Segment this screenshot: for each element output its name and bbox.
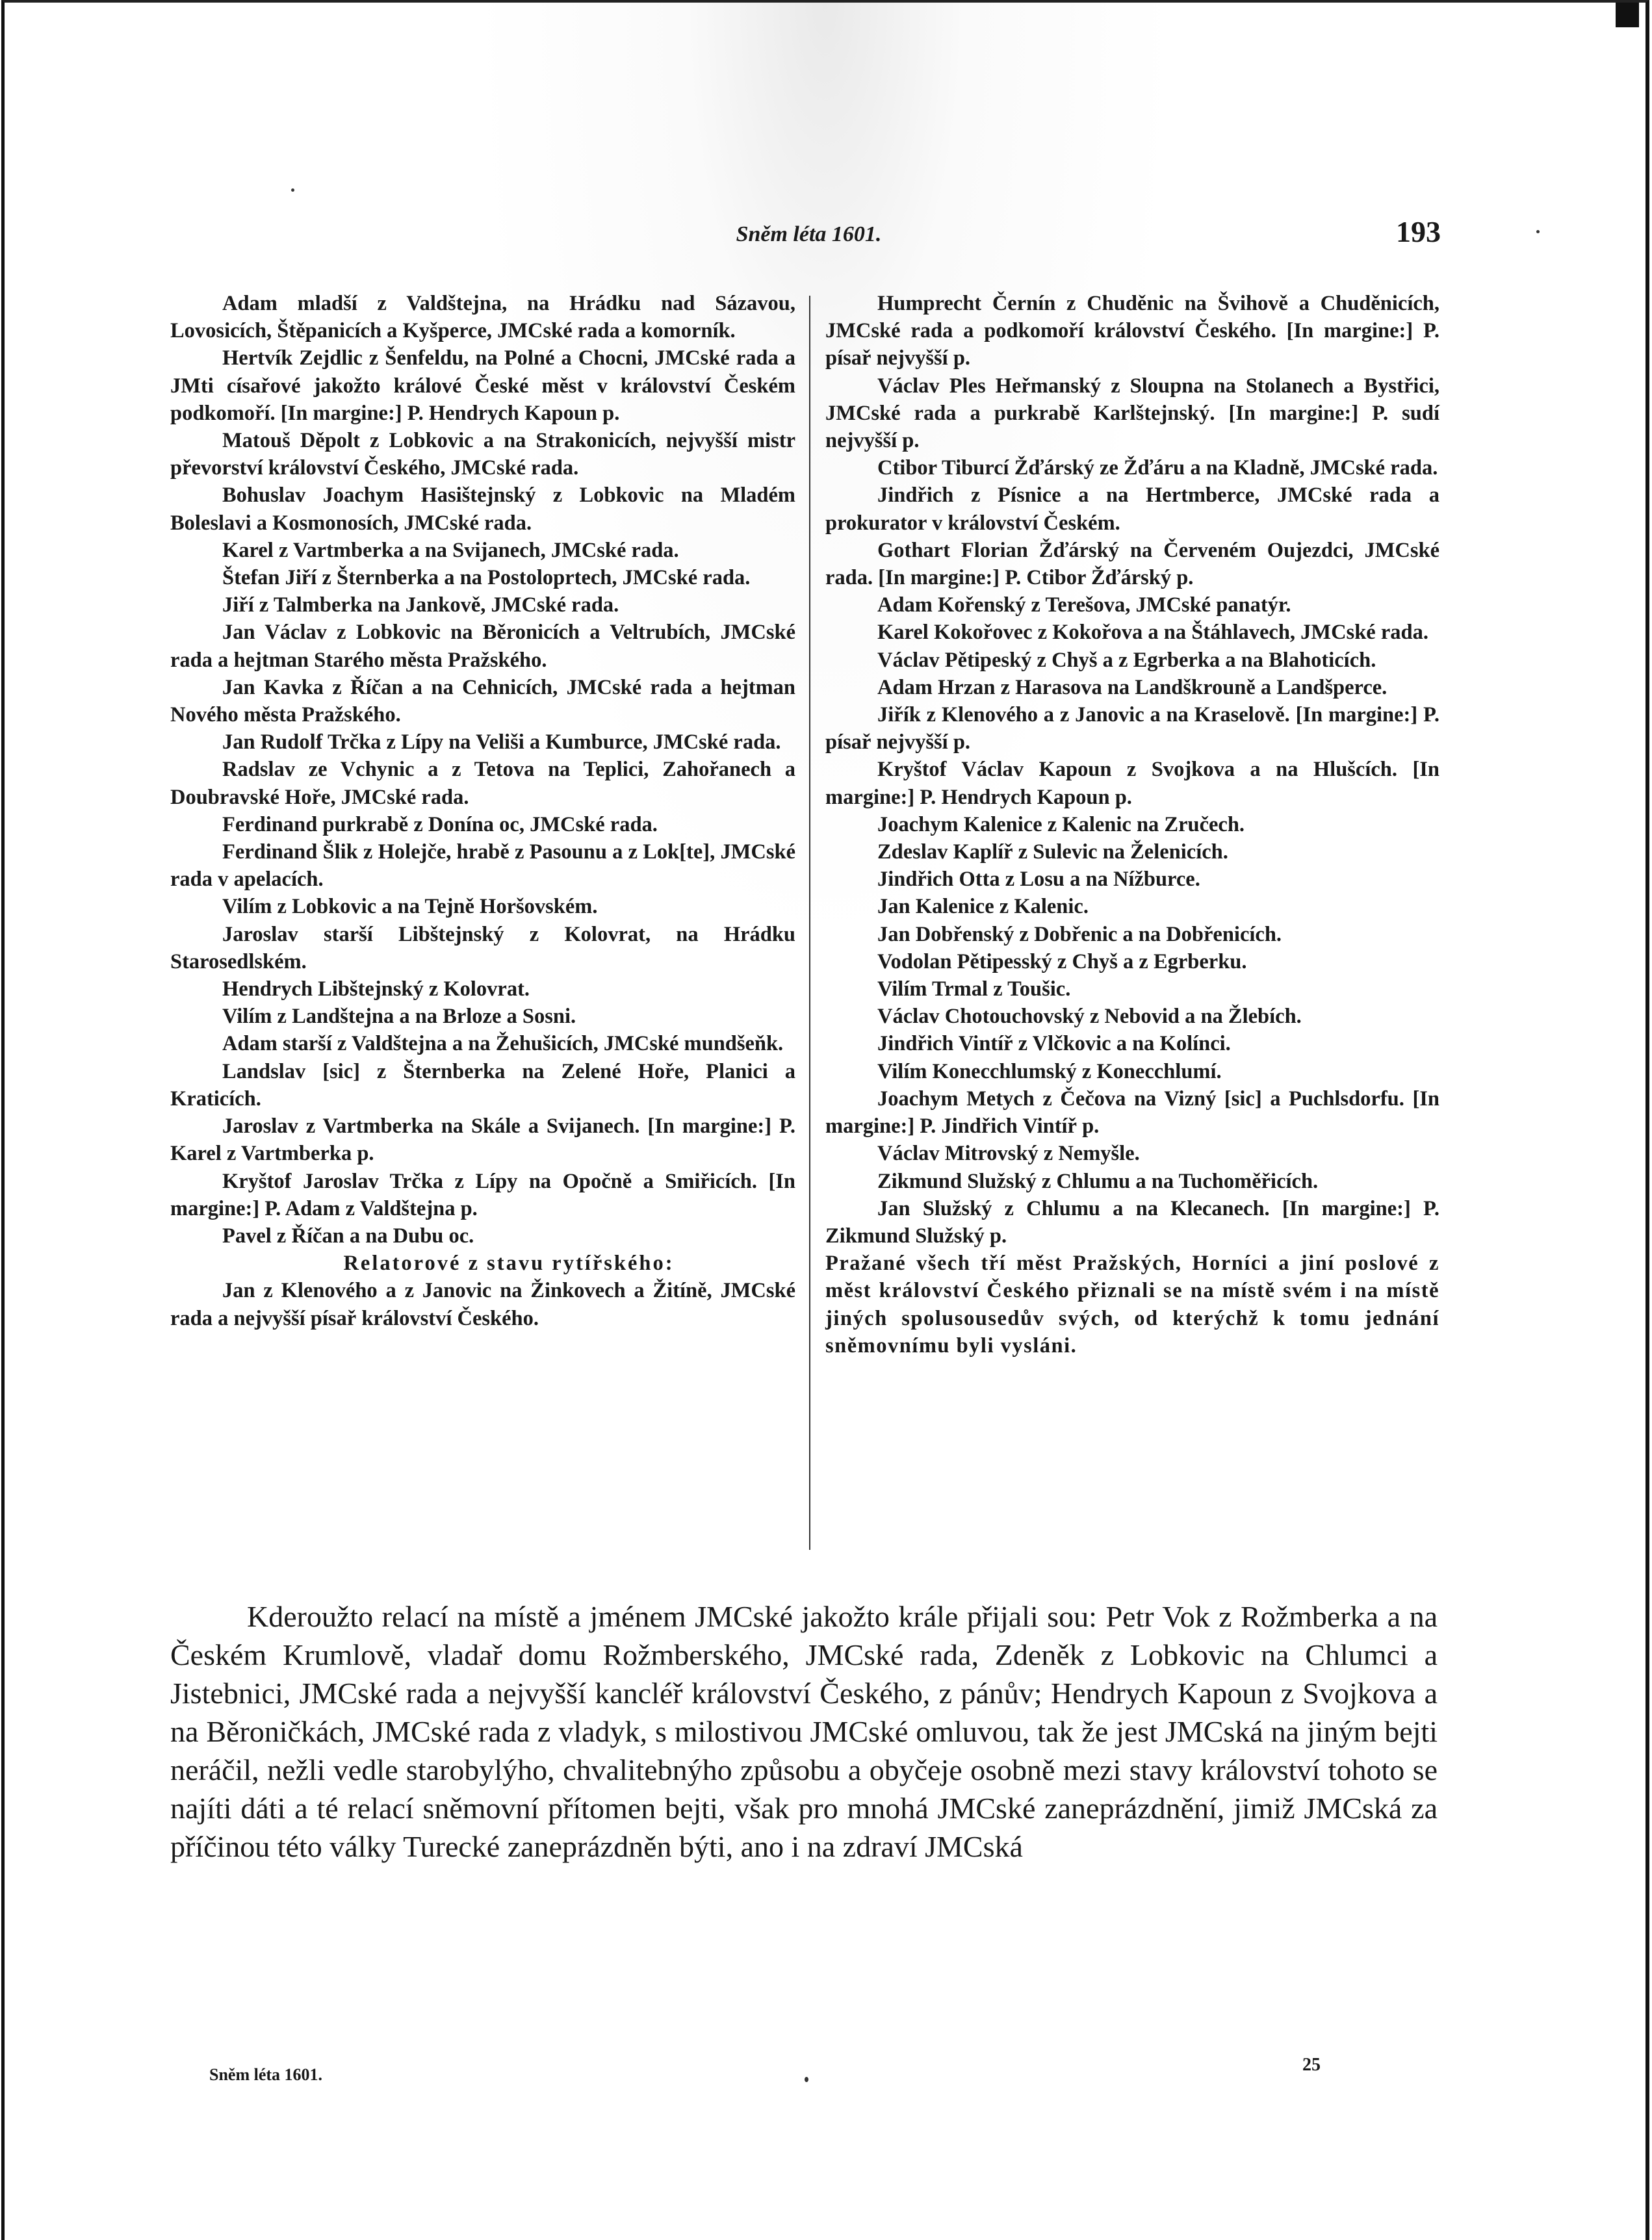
list-item: Zikmund Služský z Chlumu a na Tuchoměřicích. <box>877 1169 1319 1193</box>
list-item: Kryštof Václav Kapoun z Svojkova a na Hlušcích. [In margine:] P. Hendrych Kapoun p. <box>825 758 1439 809</box>
list-item: Humprecht Černín z Chuděnic na Švihově a Chuděnicích, JMCské rada a podkomoří království Českého. [In margine:] P. písař nejvyšší p. <box>825 292 1439 370</box>
list-item: Václav Pětipeský z Chyš a z Egrberka a na Blahoticích. <box>877 648 1376 672</box>
list-item: Joachym Metych z Čečova na Vizný [sic] a Puchlsdorfu. [In margine:] P. Jindřich Vintíř p. <box>825 1087 1439 1139</box>
list-item: Vodolan Pětipesský z Chyš a z Egrberku. <box>877 949 1247 973</box>
list-item: Jaroslav starší Libštejnský z Kolovrat, na Hrádku Starosedlském. <box>170 922 795 973</box>
list-item: Adam starší z Valdštejna a na Žehušicích, JMCské mundšeňk. <box>222 1032 784 1056</box>
footer-title: Sněm léta 1601. <box>209 2065 323 2084</box>
list-item: Jiřík z Klenového a z Janovic a na Kraselově. [In margine:] P. písař nejvyšší p. <box>825 703 1439 754</box>
list-item: Jan Služský z Chlumu a na Klecanech. [In margine:] P. Zikmund Služský p. <box>825 1196 1439 1248</box>
list-item: Vilím z Lobkovic a na Tejně Horšovském. <box>222 895 598 919</box>
list-item: Landslav [sic] z Šternberka na Zelené Hoře, Planici a Kraticích. <box>170 1059 795 1111</box>
list-item: Vilím Trmal z Toušic. <box>877 977 1071 1001</box>
list-item: Ctibor Tiburcí Žďárský ze Žďáru a na Kladně, JMCské rada. <box>877 456 1438 480</box>
list-item: Jiří z Talmberka na Jankově, JMCské rada. <box>222 593 619 617</box>
list-item: Ferdinand purkrabě z Donína oc, JMCské rada. <box>222 812 658 836</box>
relatori-entry: Jan z Klenového a z Janovic na Žinkovech a Žitíně, JMCské rada a nejvyšší písař království Českého. <box>170 1279 795 1330</box>
body-paragraph: Kderoužto relací na místě a jménem JMCské jakožto krále přijali sou: Petr Vok z Rožmberka a na Českém Krumlově, vladař domu Rožmberského, JMCské rada, Zdeněk z Lobkovic na Chlumci a Jistebnici, JMCské rada a nejvyšší kancléř království Českého, z pánův; Hendrych Kapoun z Svojkova a na Běroničkách, JMCské rada z vladyk, s milostivou JMCské omluvou, tak že jest JMCská na jiným bejti neráčil, nežli vedle starobylýho, chvalitebnýho způsobu a obyčeje osobně mezi stavy království tohoto se najíti dáti a té relací sněmovní přítomen bejti, však pro mnohá JMCské zaneprázdnění, jimiž JMCská za příčinou této války Turecké zaneprázdněn býti, ano i na zdraví JMCská <box>170 1600 1438 1863</box>
list-item: Kryštof Jaroslav Trčka z Lípy na Opočně a Smiřicích. [In margine:] P. Adam z Valdštejna p. <box>170 1169 795 1220</box>
scan-speck <box>805 2077 808 2082</box>
prazane-note: Pražané všech tří měst Pražských, Horníci a jiní poslové z měst království Českého přiznali se na místě svém i na místě jiných spolusousedův svých, od kterýchž k tomu jednání sněmovnímu byli vysláni. <box>825 1252 1439 1358</box>
list-item: Hendrych Libštejnský z Kolovrat. <box>222 977 530 1001</box>
list-item: Jan Václav z Lobkovic na Běronicích a Veltrubích, JMCské rada a hejtman Starého města Pražského. <box>170 621 795 672</box>
list-item: Radslav ze Vchynic a z Tetova na Teplici, Zahořanech a Doubravské Hoře, JMCské rada. <box>170 758 795 809</box>
list-item: Václav Mitrovský z Nemyšle. <box>877 1142 1140 1166</box>
list-item: Václav Ples Heřmanský z Sloupna na Stolanech a Bystřici, JMCské rada a purkrabě Karlštejnský. [In margine:] P. sudí nejvyšší p. <box>825 374 1439 453</box>
right-column <box>825 290 1439 1359</box>
left-column <box>170 290 795 1332</box>
running-head: Sněm léta 1601. <box>736 222 882 246</box>
list-item: Jan Kavka z Říčan a na Cehnicích, JMCské rada a hejtman Nového města Pražského. <box>170 675 795 727</box>
list-item: Karel z Vartmberka a na Svijanech, JMCské rada. <box>222 538 679 562</box>
list-item: Hertvík Zejdlic z Šenfeldu, na Polné a Chocni, JMCské rada a JMti císařové jakožto králové České měst v království Českém podkomoří. [In margine:] P. Hendrych Kapoun p. <box>170 346 795 425</box>
list-item: Jindřich Vintíř z Vlčkovic a na Kolínci. <box>877 1032 1231 1056</box>
list-item: Jan Dobřenský z Dobřenic a na Dobřenicích. <box>877 922 1282 946</box>
list-item: Jan Kalenice z Kalenic. <box>877 895 1089 919</box>
list-item: Vilím Konecchlumský z Konecchlumí. <box>877 1059 1222 1083</box>
list-item: Vilím z Landštejna a na Brloze a Sosni. <box>222 1005 576 1029</box>
list-item: Štefan Jiří z Šternberka a na Postoloprtech, JMCské rada. <box>222 566 751 590</box>
column-divider <box>809 296 810 1550</box>
list-item: Adam Kořenský z Terešova, JMCské panatýr. <box>877 593 1291 617</box>
page-header <box>177 214 1441 253</box>
page-number: 193 <box>1396 215 1441 248</box>
main-paragraph-block <box>170 1597 1438 1866</box>
list-item: Václav Chotouchovský z Nebovid a na Žlebích. <box>877 1005 1302 1029</box>
list-item: Jan Rudolf Trčka z Lípy na Veliši a Kumburce, JMCské rada. <box>222 730 781 754</box>
scan-corner-mark <box>1616 3 1639 27</box>
list-item: Zdeslav Kaplíř z Sulevic na Želenicích. <box>877 840 1228 864</box>
list-item: Bohuslav Joachym Hasištejnský z Lobkovic na Mladém Boleslavi a Kosmonosích, JMCské rada. <box>170 483 795 535</box>
signature-mark: 25 <box>1302 2055 1321 2075</box>
list-item: Pavel z Říčan a na Dubu oc. <box>222 1224 474 1248</box>
relatori-heading: Relatorové z stavu rytířského: <box>343 1252 675 1276</box>
list-item: Gothart Florian Žďárský na Červeném Oujezdci, JMCské rada. [In margine:] P. Ctibor Žďárský p. <box>825 538 1439 590</box>
list-item: Jindřich Otta z Losu a na Nížburce. <box>877 868 1200 892</box>
list-item: Jindřich z Písnice a na Hertmberce, JMCské rada a prokurator v království Českém. <box>825 483 1439 535</box>
scan-speck <box>291 188 294 192</box>
list-item: Ferdinand Šlik z Holejče, hrabě z Pasounu a z Lok[te], JMCské rada v apelacích. <box>170 840 795 892</box>
list-item: Jaroslav z Vartmberka na Skále a Svijanech. [In margine:] P. Karel z Vartmberka p. <box>170 1114 795 1166</box>
list-item: Adam mladší z Valdštejna, na Hrádku nad Sázavou, Lovosicích, Štěpanicích a Kyšperce, JMCské rada a komorník. <box>170 292 795 343</box>
scan-speck <box>1536 230 1540 233</box>
list-item: Matouš Děpolt z Lobkovic a na Strakonicích, nejvyšší mistr převorství království Českého, JMCské rada. <box>170 429 795 480</box>
list-item: Joachym Kalenice z Kalenic na Zručech. <box>877 812 1245 836</box>
list-item: Karel Kokořovec z Kokořova a na Štáhlavech, JMCské rada. <box>877 621 1428 645</box>
list-item: Adam Hrzan z Harasova na Landškrouně a Landšperce. <box>877 675 1387 699</box>
